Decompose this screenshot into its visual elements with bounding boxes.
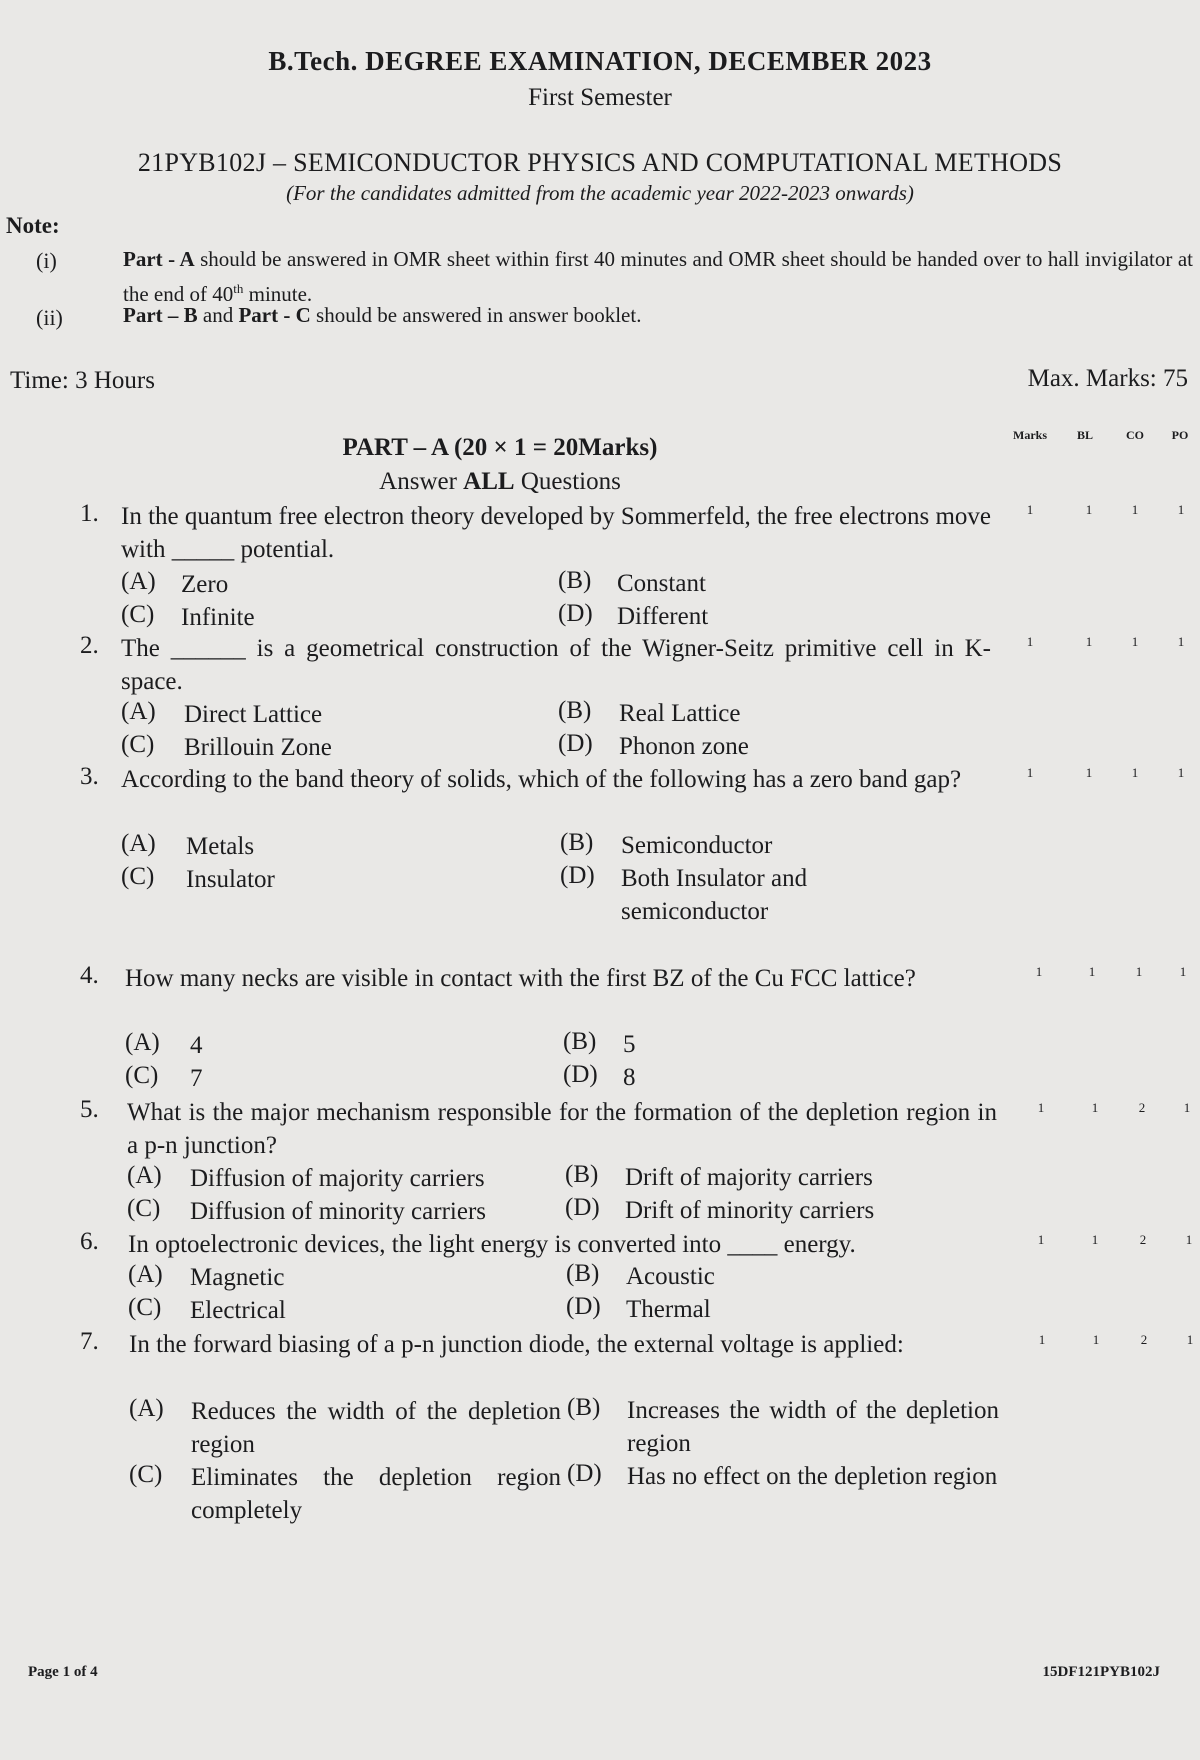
column-marks: Marks (1013, 428, 1047, 442)
meta-po: 1 (1185, 1232, 1193, 1247)
meta-bl: 1 (1091, 1232, 1099, 1247)
option-a-label: (A) (121, 830, 156, 857)
question-text: In the quantum free electron theory developed by Sommerfeld, the free electrons move with _____ potential. (121, 503, 991, 563)
note-item-2-text: should be answered in answer booklet. (310, 303, 642, 327)
max-marks: Max. Marks: 75 (1027, 365, 1188, 392)
option-d: Drift of minority carriers (625, 1197, 875, 1224)
meta-po: 1 (1179, 964, 1187, 979)
question-number: 5. (80, 1096, 99, 1123)
option-b: 5 (623, 1031, 636, 1058)
option-c: Electrical (190, 1297, 286, 1324)
exam-time: Time: 3 Hours (10, 367, 155, 394)
exam-title: B.Tech. DEGREE EXAMINATION, DECEMBER 2023 (268, 46, 932, 76)
meta-co: 2 (1139, 1232, 1147, 1247)
note-item-2-mid: and (197, 303, 239, 327)
note-item-2-num: (ii) (36, 305, 63, 330)
note-item-1-sup: th (233, 281, 244, 296)
question-text: According to the band theory of solids, which of the following has a zero band gap? (121, 766, 962, 793)
option-a: 4 (190, 1032, 203, 1059)
question-number: 3. (80, 763, 99, 790)
meta-marks: 1 (1037, 1100, 1045, 1115)
question-text: What is the major mechanism responsible for the formation of the depletion region in a p-n junction? (127, 1099, 997, 1159)
option-d: Has no effect on the depletion region (627, 1463, 998, 1490)
meta-bl: 1 (1085, 634, 1093, 649)
note-item-1-bold: Part - A (123, 247, 195, 271)
option-b: Semiconductor (621, 832, 773, 859)
option-d-label: (D) (558, 730, 593, 757)
admitted-note: (For the candidates admitted from the academic year 2022-2023 onwards) (286, 181, 914, 205)
option-c: Diffusion of minority carriers (190, 1198, 486, 1225)
meta-bl: 1 (1085, 502, 1093, 517)
option-d: 8 (623, 1064, 636, 1091)
option-b: Acoustic (626, 1263, 715, 1290)
instruction-suffix: Questions (514, 468, 621, 495)
note-item-2-bold2: Part - C (238, 303, 311, 327)
option-c-label: (C) (127, 1195, 161, 1222)
part-a-title: PART – A (20 × 1 = 20Marks) (342, 434, 658, 461)
option-c-label: (C) (121, 731, 155, 758)
course-title: 21PYB102J – SEMICONDUCTOR PHYSICS AND COMPUTATIONAL METHODS (137, 148, 1063, 177)
meta-marks: 1 (1037, 1232, 1045, 1247)
option-d-label: (D) (563, 1061, 598, 1088)
option-d-label: (D) (558, 600, 593, 627)
option-c: 7 (190, 1065, 203, 1092)
note-label: Note: (6, 213, 60, 238)
option-b: Increases the width of the depletion region (627, 1397, 999, 1457)
meta-marks: 1 (1026, 765, 1034, 780)
question-number: 6. (80, 1228, 99, 1255)
note-item-2 (123, 303, 641, 328)
note-item-1-tail: minute. (243, 282, 313, 306)
part-a-instruction (0, 468, 1000, 496)
semester: First Semester (528, 84, 672, 111)
question-text: In optoelectronic devices, the light energy is converted into ____ energy. (128, 1231, 856, 1258)
option-c-label: (C) (128, 1294, 162, 1321)
option-b: Real Lattice (619, 700, 741, 727)
option-c-label: (C) (129, 1461, 163, 1488)
option-b: Drift of majority carriers (625, 1164, 873, 1191)
option-d: Both Insulator and semiconductor (621, 865, 808, 925)
question-number: 7. (80, 1328, 99, 1355)
question-text: How many necks are visible in contact with the first BZ of the Cu FCC lattice? (125, 965, 916, 992)
option-c-label: (C) (121, 601, 155, 628)
option-a-label: (A) (129, 1395, 164, 1422)
question-number: 2. (80, 632, 99, 659)
option-a-label: (A) (121, 698, 156, 725)
option-c-label: (C) (125, 1062, 159, 1089)
meta-bl: 1 (1091, 1100, 1099, 1115)
option-c: Brillouin Zone (184, 734, 332, 761)
meta-co: 2 (1140, 1332, 1148, 1347)
meta-po: 1 (1183, 1100, 1191, 1115)
option-c: Eliminates the depletion region completely (191, 1464, 561, 1524)
note-item-1-text: should be answered in OMR sheet within first 40 minutes and OMR sheet should be handed over to hall invigilator at the end of 40 (123, 247, 1193, 306)
option-a: Diffusion of majority carriers (190, 1165, 485, 1192)
note-item-1 (123, 244, 1193, 309)
option-a: Direct Lattice (184, 701, 323, 728)
meta-bl: 1 (1085, 765, 1093, 780)
option-b: Constant (617, 570, 706, 597)
option-a-label: (A) (127, 1162, 162, 1189)
meta-po: 1 (1177, 502, 1185, 517)
column-co: CO (1126, 428, 1144, 442)
meta-co: 2 (1138, 1100, 1146, 1115)
option-d: Thermal (626, 1296, 711, 1323)
meta-po: 1 (1177, 634, 1185, 649)
option-b-label: (B) (566, 1260, 600, 1287)
option-d: Different (617, 603, 709, 630)
option-a-label: (A) (128, 1261, 163, 1288)
question-text: In the forward biasing of a p-n junction diode, the external voltage is applied: (129, 1331, 904, 1358)
meta-marks: 1 (1026, 502, 1034, 517)
meta-marks: 1 (1038, 1332, 1046, 1347)
option-a: Zero (181, 571, 229, 598)
option-b-label: (B) (565, 1161, 599, 1188)
question-number: 4. (80, 962, 99, 989)
option-a: Reduces the width of the depletion region (191, 1398, 561, 1458)
paper-code: 15DF121PYB102J (1042, 1664, 1160, 1680)
meta-po: 1 (1177, 765, 1185, 780)
option-d-label: (D) (560, 862, 595, 889)
option-b-label: (B) (558, 697, 592, 724)
meta-marks: 1 (1035, 964, 1043, 979)
meta-co: 1 (1131, 502, 1139, 517)
column-po: PO (1171, 428, 1189, 442)
instruction-bold: ALL (463, 468, 515, 495)
option-a: Magnetic (190, 1264, 285, 1291)
option-c-label: (C) (121, 863, 155, 890)
option-c: Insulator (186, 866, 275, 893)
option-d-label: (D) (567, 1460, 602, 1487)
option-d-label: (D) (565, 1194, 600, 1221)
instruction-prefix: Answer (379, 468, 464, 495)
option-b-label: (B) (567, 1394, 601, 1421)
option-b-label: (B) (563, 1028, 597, 1055)
option-d-label: (D) (566, 1293, 601, 1320)
question-text: The ______ is a geometrical construction of the Wigner-Seitz primitive cell in K-space. (121, 635, 991, 695)
meta-co: 1 (1131, 634, 1139, 649)
page-number: Page 1 of 4 (28, 1664, 98, 1680)
meta-marks: 1 (1026, 634, 1034, 649)
option-b-label: (B) (558, 567, 592, 594)
question-number: 1. (80, 500, 99, 527)
meta-po: 1 (1186, 1332, 1194, 1347)
option-a-label: (A) (121, 568, 156, 595)
note-item-2-bold: Part – B (123, 303, 198, 327)
option-a: Metals (186, 833, 255, 860)
meta-bl: 1 (1088, 964, 1096, 979)
meta-co: 1 (1135, 964, 1143, 979)
meta-co: 1 (1131, 765, 1139, 780)
note-item-1-num: (i) (36, 248, 57, 273)
option-b-label: (B) (560, 829, 594, 856)
option-d: Phonon zone (619, 733, 749, 760)
option-c: Infinite (181, 604, 255, 631)
option-a-label: (A) (125, 1029, 160, 1056)
column-bl: BL (1076, 428, 1093, 442)
meta-bl: 1 (1092, 1332, 1100, 1347)
